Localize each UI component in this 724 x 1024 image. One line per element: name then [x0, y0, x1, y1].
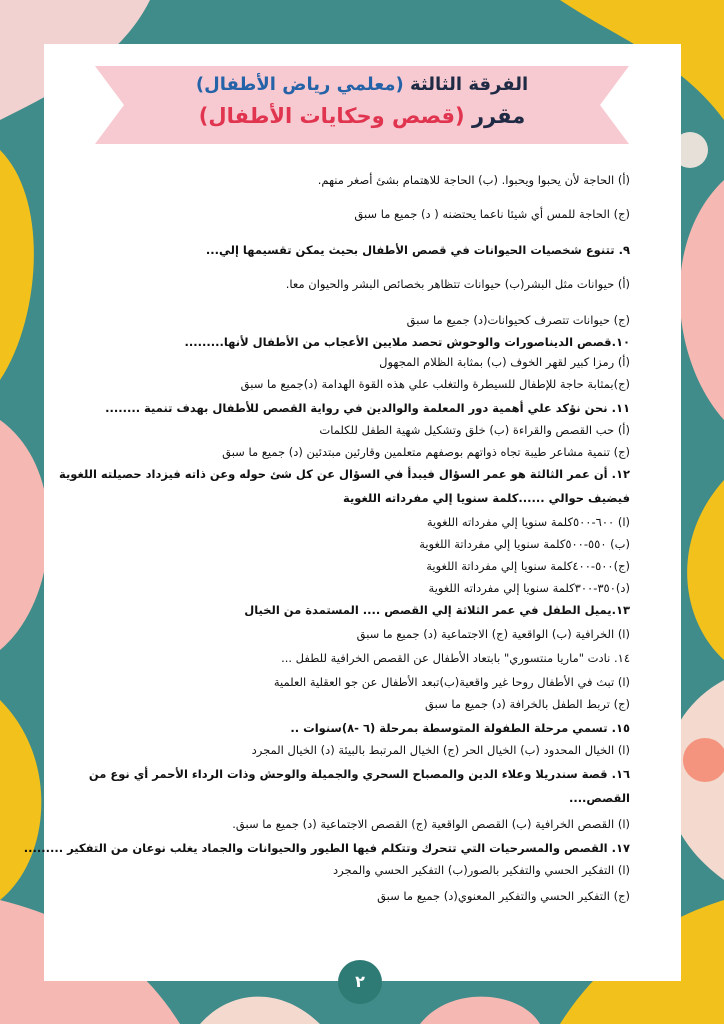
question-line: ١٤. نادت "ماريا منتسوري" بابتعاد الأطفال عن القصص الخرافية للطفل ...	[281, 651, 630, 665]
question-line: ١٣.يميل الطفل في عمر الثلاثة إلي القصص .... المستمدة من الخيال	[244, 603, 630, 617]
question-line: القصص....	[568, 791, 630, 805]
banner-line-2	[95, 104, 629, 128]
option-line: (أ) الحاجة لأن يحبوا ويحبوا. (ب) الحاجة للاهتمام بشئ أصغر منهم.	[317, 173, 630, 187]
option-line: (ج)٥٠٠-٤٠٠كلمة سنويا إلي مفرداتة اللغوية	[426, 559, 630, 573]
banner-course-label: مقرر	[464, 104, 526, 128]
question-line: ٩. تتنوع شخصيات الحيوانات في قصص الأطفال بحيث يمكن تقسيمها إلي...	[205, 243, 630, 257]
question-line: ١١. نحن نؤكد علي أهمية دور المعلمة والوالدين في رواية القصص للأطفال بهدف تنمية ........	[105, 401, 630, 415]
option-line: (ج) حيوانات تتصرف كحيوانات(د) جميع ما سبق	[406, 313, 630, 327]
question-line: ١٦. قصة سندريلا وعلاء الدين والمصباح السحري والجميلة والوحش وذات الرداء الأحمر أي نوع من	[88, 767, 630, 781]
option-line: (ب) ٥٥٠-٥٠٠كلمة سنويا إلي مفرداتة اللغوية	[419, 537, 630, 551]
option-line: (د)٣٥٠-٣٠٠كلمة سنويا إلي مفرداته اللغوية	[428, 581, 630, 595]
question-line: ١٧. القصص والمسرحيات التي تتحرك وتتكلم فيها الطيور والحيوانات والجماد يغلب نوعان من التفكير .........	[23, 841, 630, 855]
option-line: (ا) القصص الخرافية (ب) القصص الواقعية (ج) القصص الاجتماعية (د) جميع ما سبق.	[232, 817, 630, 831]
option-line: (ا) الخيال المحدود (ب) الخيال الحر (ج) الخيال المرتبط بالبيئة (د) الخيال المجرد	[251, 743, 630, 757]
option-line: (ج)بمثابة حاجة للإطفال للسيطرة والتغلب علي هذه القوة الهدامة (د)جميع ما سبق	[240, 377, 630, 391]
banner-course-name: (قصص وحكايات الأطفال)	[198, 104, 465, 128]
option-line: (أ) حيوانات مثل البشر(ب) حيوانات تتظاهر بخصائص البشر والحيوان معا.	[285, 277, 630, 291]
option-line: (ا) الخرافية (ب) الواقعية (ج) الاجتماعية (د) جميع ما سبق	[356, 627, 630, 641]
option-line: (ا) التفكير الحسي والتفكير بالصور(ب) التفكير الحسي والمجرد	[333, 863, 630, 877]
option-line: (ا) تبث في الأطفال روحا غير واقعية(ب)تبعد الأطفال عن جو العقلية العلمية	[273, 675, 630, 689]
question-line: ١٠.قصص الديناصورات والوحوش تحصد ملايين الأعجاب من الأطفال لأنها.........	[184, 335, 630, 349]
banner-line-1	[95, 74, 629, 95]
option-line: (ا) ٦٠٠-٥٠٠كلمة سنويا إلي مفرداته اللغوية	[426, 515, 630, 529]
option-line: (ج) الحاجة للمس أي شيئا ناعما يحتضنه ( د) جميع ما سبق	[354, 207, 630, 221]
banner-year: الفرقة الثالثة	[403, 74, 529, 95]
option-line: (أ) حب القصص والقراءة (ب) خلق وتشكيل شهية الطفل للكلمات	[319, 423, 630, 437]
option-line: (ج) تربط الطفل بالخرافة (د) جميع ما سبق	[425, 697, 630, 711]
page-number: ٢	[338, 960, 382, 1004]
question-line: ١٥. تسمي مرحلة الطفولة المتوسطة بمرحلة (٦ -٨)سنوات ..	[290, 721, 630, 735]
title-banner	[95, 66, 629, 144]
question-line: ١٢. أن عمر الثالثة هو عمر السؤال فيبدأ في السؤال عن كل شئ حوله وعن ذاته فيزداد حصيلته اللغوية	[58, 467, 630, 481]
banner-program: (معلمي رياض الأطفال)	[195, 74, 404, 95]
option-line: (ج) تنمية مشاعر طيبة تجاه ذواتهم بوصفهم متعلمين وقارئين مبتدئين (د) جميع ما سبق	[222, 445, 630, 459]
question-line: فيضيف حوالي ......كلمة سنويا إلي مفرداته اللغوية	[342, 491, 630, 505]
option-line: (أ) رمزا كبير لقهر الخوف (ب) بمثابة الظلام المجهول	[379, 355, 630, 369]
option-line: (ج) التفكير الحسي والتفكير المعنوي(د) جميع ما سبق	[377, 889, 630, 903]
